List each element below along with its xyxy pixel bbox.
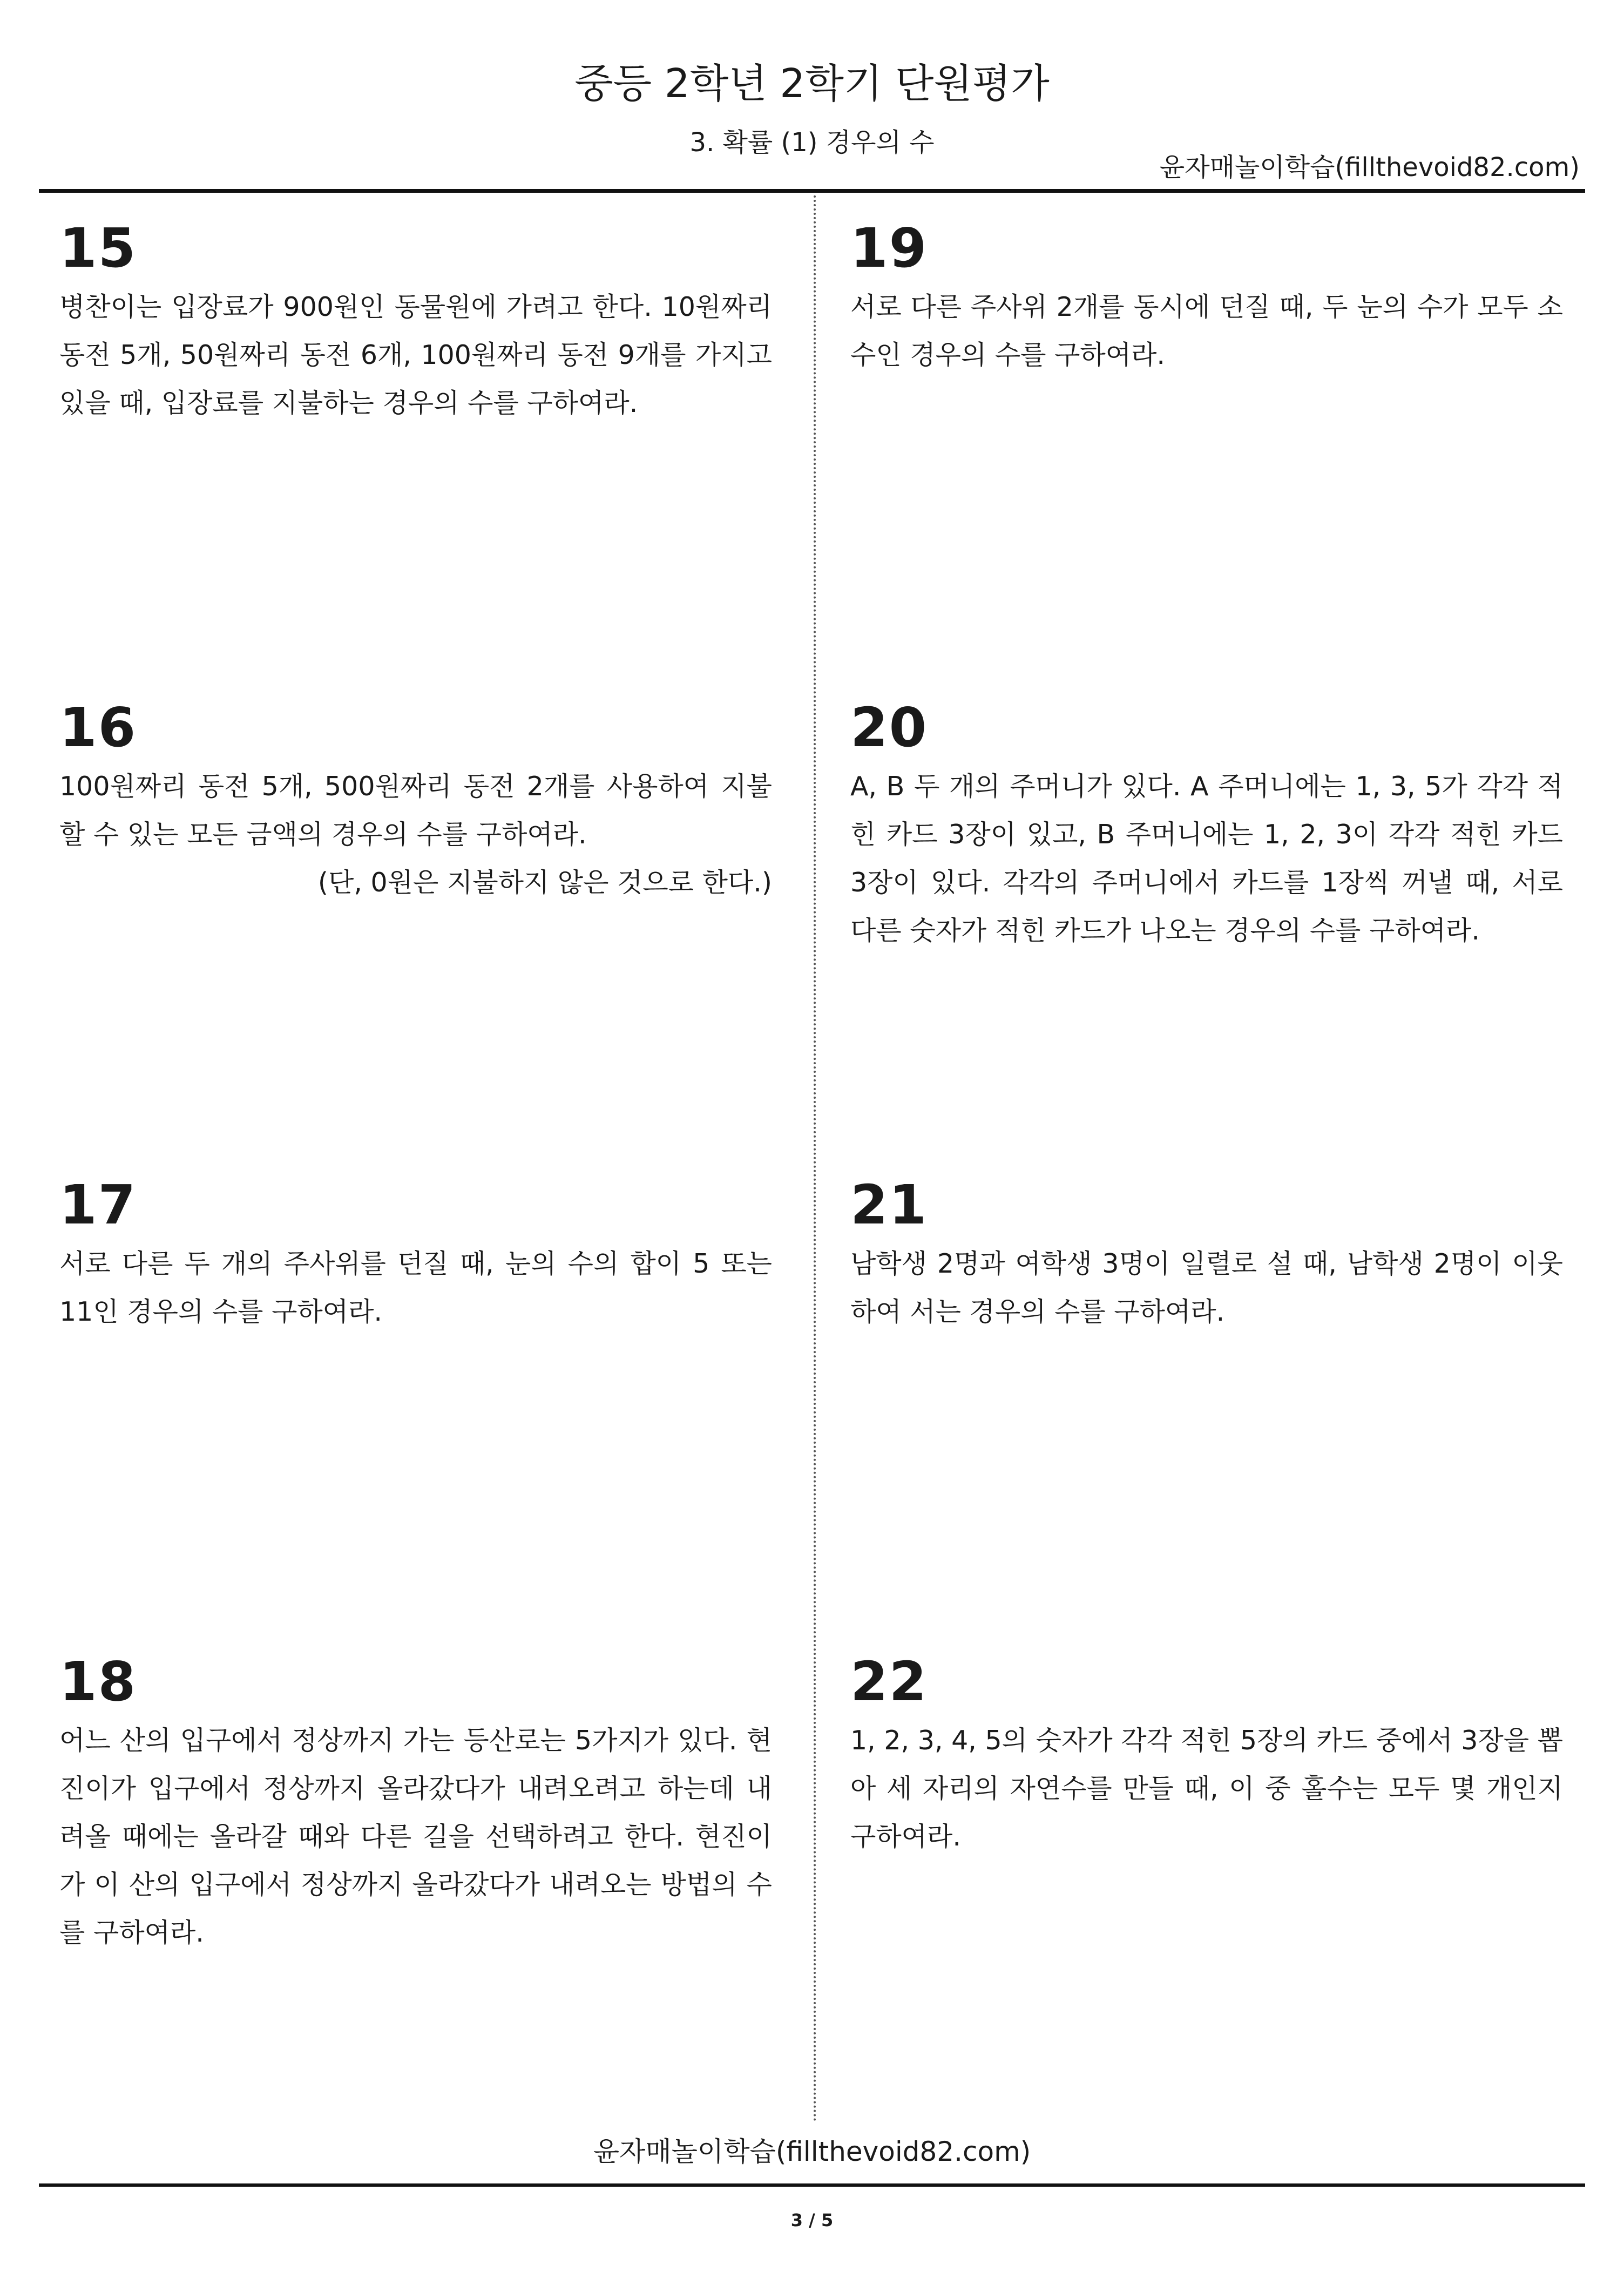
header-rule	[39, 189, 1585, 193]
question-number: 20	[850, 696, 928, 759]
page-title: 중등 2학년 2학기 단원평가	[574, 60, 1050, 107]
question-22	[850, 1650, 1563, 1861]
column-divider	[814, 195, 816, 2123]
question-text: 1, 2, 3, 4, 5의 숫자가 각각 적힌 5장의 카드 중에서 3장을 뽑아 세 자리의 자연수를 만들 때, 이 중 홀수는 모두 몇 개인지 구하여라.	[850, 1725, 1563, 1852]
question-16	[59, 696, 772, 907]
question-number: 17	[59, 1173, 137, 1236]
question-note: (단, 0원은 지불하지 않은 것으로 한다.)	[317, 867, 772, 898]
page-subtitle: 3. 확률 (1) 경우의 수	[689, 127, 935, 158]
page-number: 3 / 5	[790, 2210, 834, 2230]
question-number: 18	[59, 1650, 137, 1713]
question-15	[59, 217, 772, 427]
question-20	[850, 696, 1563, 955]
question-number: 16	[59, 696, 137, 759]
question-number: 21	[850, 1173, 928, 1236]
footer-rule	[39, 2183, 1585, 2187]
header-brand: 윤자매놀이학습(fillthevoid82.com)	[1159, 152, 1580, 182]
question-number: 15	[59, 217, 137, 280]
question-21	[850, 1173, 1563, 1336]
question-text: A, B 두 개의 주머니가 있다. A 주머니에는 1, 3, 5가 각각 적힌 카드 3장이 있고, B 주머니에는 1, 2, 3이 각각 적힌 카드 3장이 있다. 각각의 주머니에서 카드를 1장씩 꺼낼 때, 서로 다른 숫자가 적힌 카드가 나오는 경우의 수를 구하여라.	[850, 771, 1563, 946]
question-text: 병찬이는 입장료가 900원인 동물원에 가려고 한다. 10원짜리 동전 5개, 50원짜리 동전 6개, 100원짜리 동전 9개를 가지고 있을 때, 입장료를 지불하는 경우의 수를 구하여라.	[59, 292, 772, 418]
question-text: 남학생 2명과 여학생 3명이 일렬로 설 때, 남학생 2명이 이웃하여 서는 경우의 수를 구하여라.	[850, 1248, 1563, 1327]
question-text: 서로 다른 두 개의 주사위를 던질 때, 눈의 수의 합이 5 또는 11인 경우의 수를 구하여라.	[59, 1248, 772, 1327]
question-text: 서로 다른 주사위 2개를 동시에 던질 때, 두 눈의 수가 모두 소수인 경우의 수를 구하여라.	[850, 292, 1563, 370]
question-number: 22	[850, 1650, 928, 1713]
footer-brand: 윤자매놀이학습(fillthevoid82.com)	[593, 2136, 1031, 2167]
question-17	[59, 1173, 772, 1336]
question-text: 어느 산의 입구에서 정상까지 가는 등산로는 5가지가 있다. 현진이가 입구에서 정상까지 올라갔다가 내려오려고 하는데 내려올 때에는 올라갈 때와 다른 길을 선택하려고 한다. 현진이가 이 산의 입구에서 정상까지 올라갔다가 내려오는 방법의 수를 구하여라.	[59, 1725, 772, 1948]
question-number: 19	[850, 217, 928, 280]
question-text: 100원짜리 동전 5개, 500원짜리 동전 2개를 사용하여 지불할 수 있는 모든 금액의 경우의 수를 구하여라.	[59, 771, 772, 850]
question-18	[59, 1650, 772, 1957]
question-19	[850, 217, 1563, 379]
